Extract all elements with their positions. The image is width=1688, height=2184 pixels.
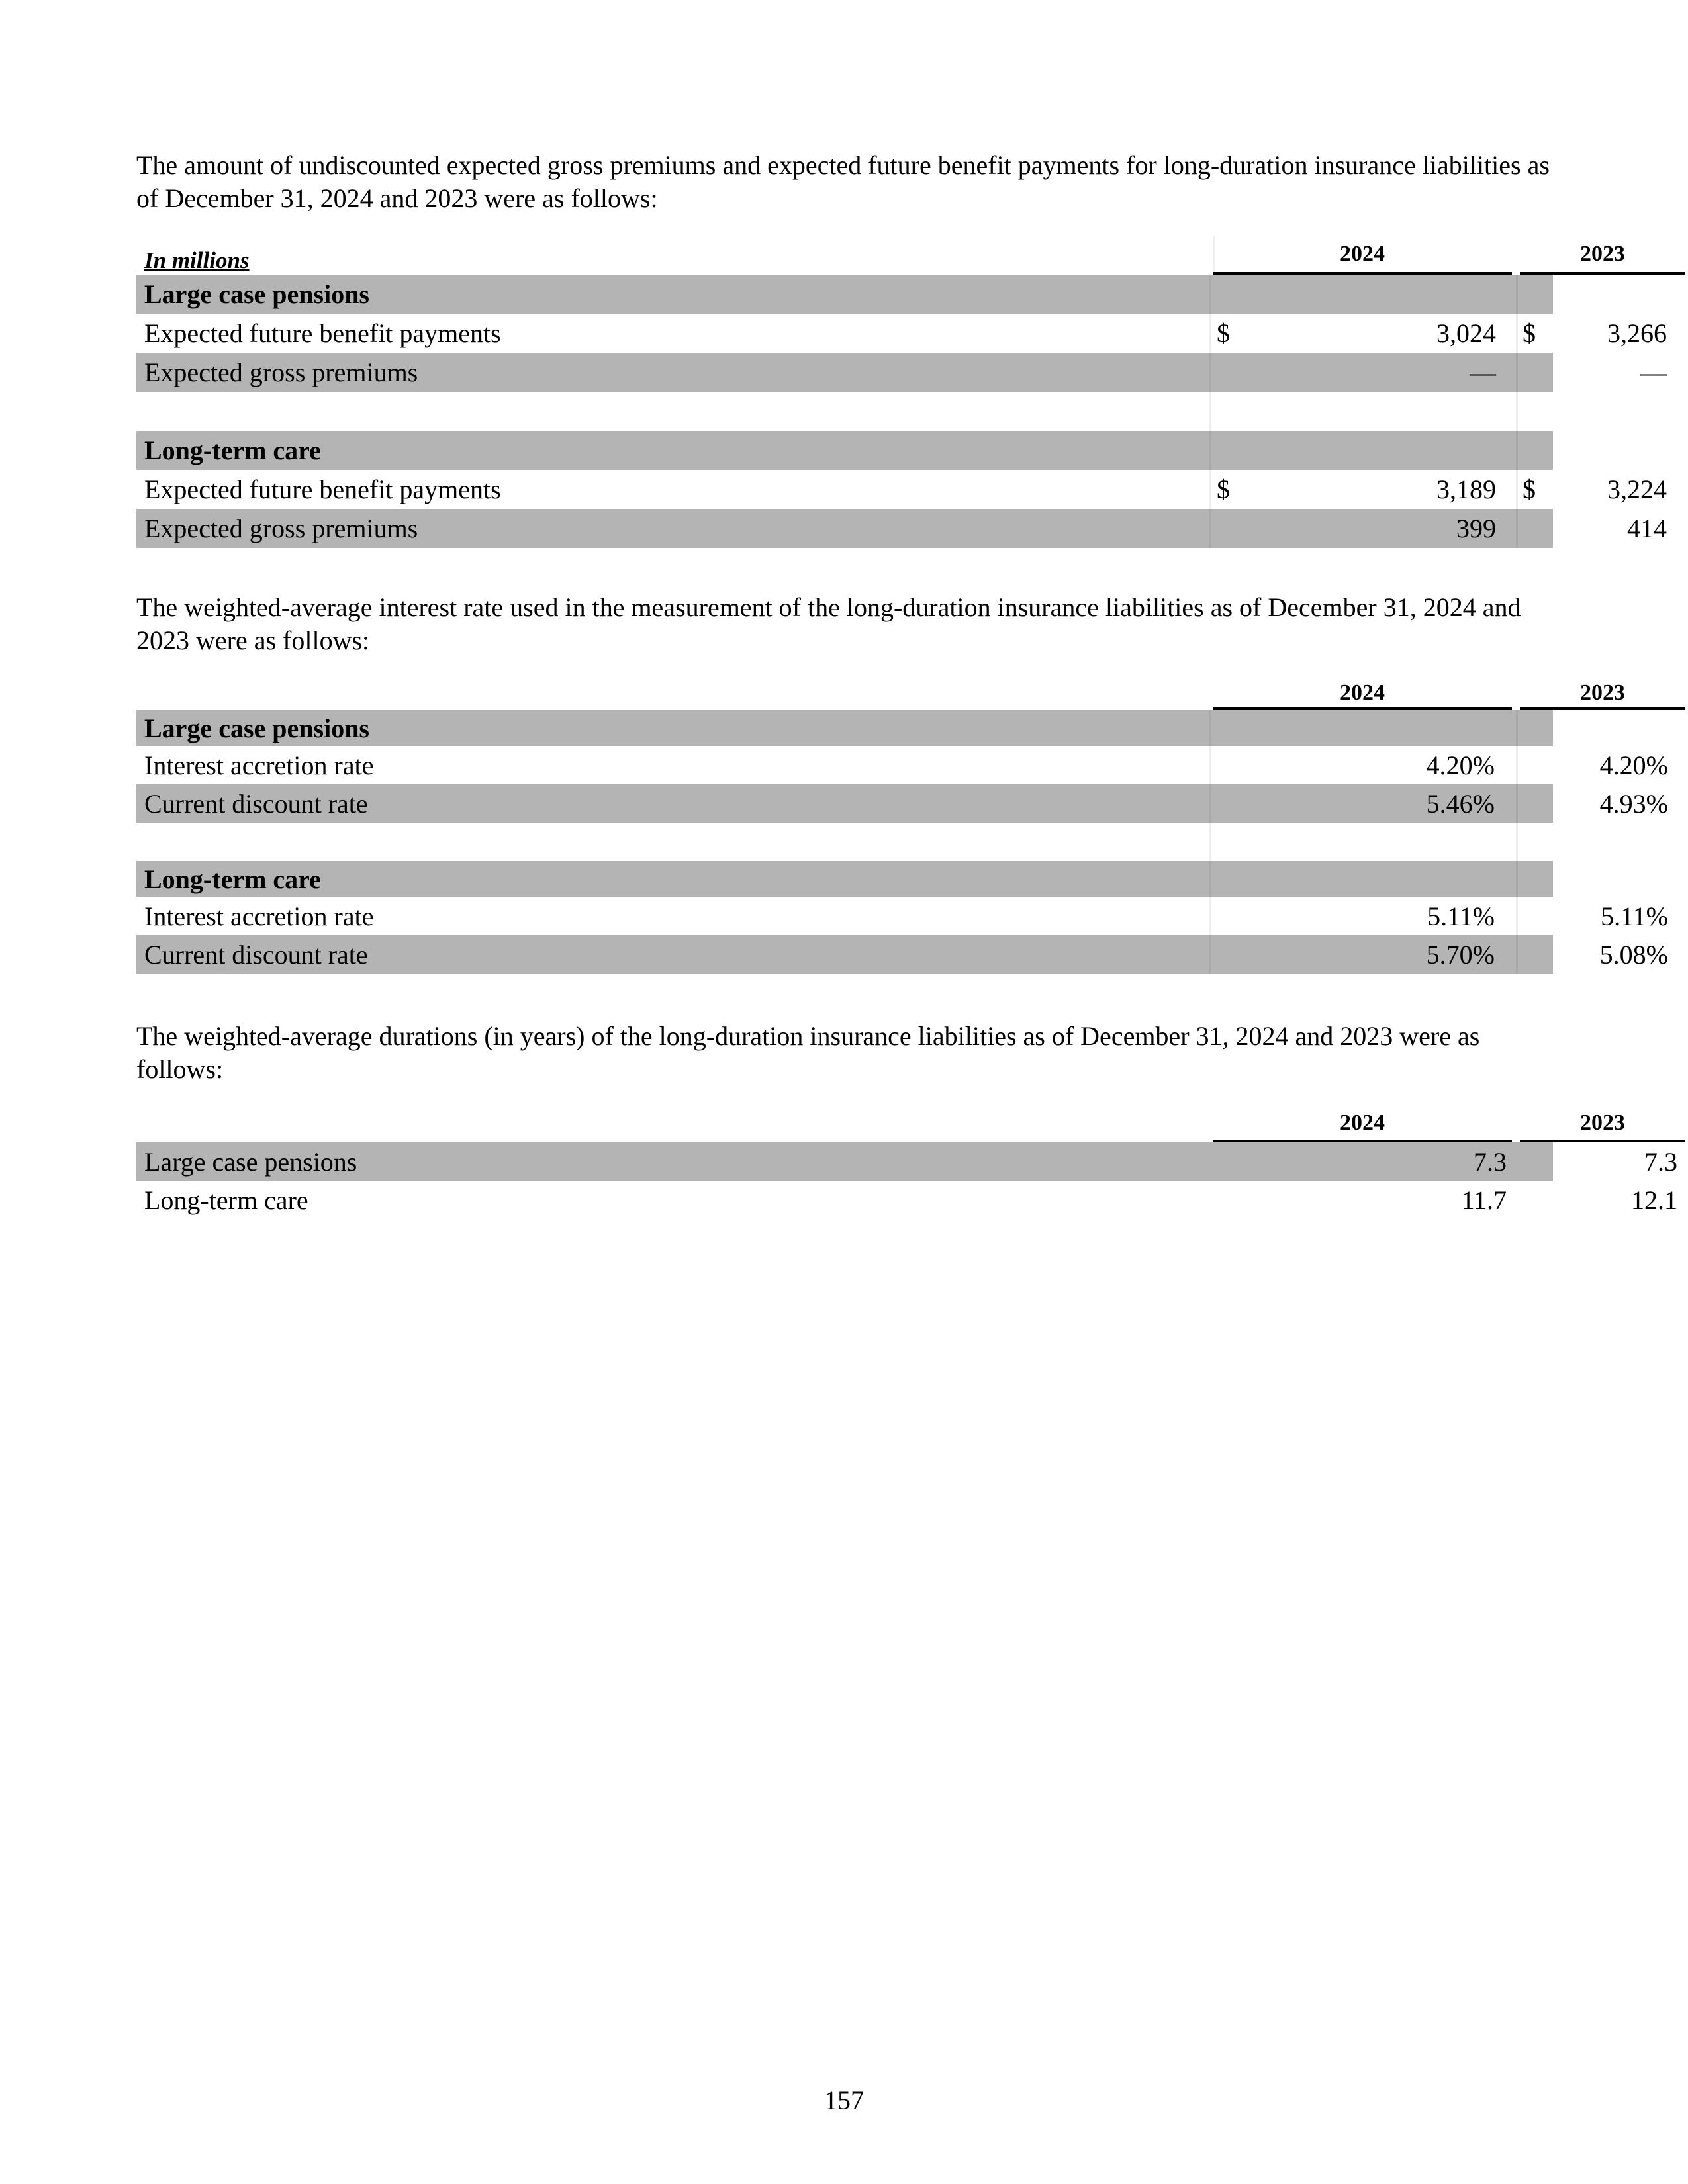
interest-rate-table bbox=[136, 678, 1668, 974]
row-label: Expected future benefit payments bbox=[144, 318, 501, 348]
value-2023: 3,266 bbox=[1607, 318, 1667, 348]
table-row bbox=[136, 470, 1667, 509]
duration-table bbox=[136, 1107, 1677, 1219]
table-row bbox=[136, 784, 1668, 823]
table-row bbox=[136, 935, 1668, 974]
section-title: Large case pensions bbox=[144, 279, 369, 309]
row-label: Interest accretion rate bbox=[144, 750, 374, 780]
currency-symbol: $ bbox=[1217, 318, 1230, 348]
row-label: Large case pensions bbox=[144, 1146, 357, 1177]
value-2024: 5.11% bbox=[1427, 901, 1495, 931]
spacer-row bbox=[136, 823, 1553, 861]
column-header-2024: 2024 bbox=[1213, 678, 1512, 710]
table-row bbox=[136, 1142, 1677, 1181]
value-2023: 4.93% bbox=[1599, 788, 1668, 819]
intro-paragraph-3: The weighted-average durations (in years) of the long-duration insurance liabilities as of December 31, 2024 and 2023 were as follows: bbox=[136, 1021, 1480, 1084]
row-label: Current discount rate bbox=[144, 788, 368, 819]
value-2024: 5.46% bbox=[1426, 788, 1495, 819]
page-number: 157 bbox=[824, 2085, 864, 2115]
table-header-row bbox=[136, 1107, 1625, 1142]
row-label: Current discount rate bbox=[144, 939, 368, 970]
section-header-row bbox=[136, 861, 1553, 897]
table-header-row bbox=[136, 678, 1625, 710]
value-2024: 5.70% bbox=[1426, 939, 1495, 970]
currency-symbol: $ bbox=[1523, 318, 1536, 348]
table-row bbox=[136, 746, 1668, 784]
section-title: Long-term care bbox=[144, 864, 321, 894]
value-2023: 4.20% bbox=[1599, 750, 1668, 780]
value-2024: 3,024 bbox=[1436, 318, 1496, 348]
column-header-2023: 2023 bbox=[1520, 236, 1685, 275]
currency-symbol: $ bbox=[1217, 475, 1230, 504]
value-2024: 3,189 bbox=[1436, 475, 1496, 504]
row-label: Interest accretion rate bbox=[144, 901, 374, 931]
row-label: Expected gross premiums bbox=[144, 357, 418, 387]
table-row bbox=[136, 1181, 1677, 1219]
value-2024: 11.7 bbox=[1461, 1185, 1507, 1215]
value-2023: 3,224 bbox=[1607, 475, 1667, 504]
section-header-row bbox=[136, 431, 1553, 470]
value-2023: 5.08% bbox=[1599, 939, 1668, 970]
table-row bbox=[136, 314, 1667, 353]
value-2024: 399 bbox=[1456, 514, 1496, 543]
table-row bbox=[136, 897, 1668, 935]
value-2023: 414 bbox=[1627, 514, 1667, 543]
value-2023: 5.11% bbox=[1601, 901, 1668, 931]
value-2024: 4.20% bbox=[1426, 750, 1495, 780]
value-2023: 12.1 bbox=[1631, 1185, 1677, 1215]
value-2024: — bbox=[1470, 357, 1496, 387]
section-header-row bbox=[136, 710, 1553, 746]
intro-paragraph-1: The amount of undiscounted expected gross premiums and expected future benefit payments for long-duration insurance liabilities as of December 31, 2024 and 2023 were as follows: bbox=[136, 150, 1550, 213]
spacer-row bbox=[136, 392, 1553, 431]
table-header-row bbox=[136, 236, 1625, 275]
section-header-row bbox=[136, 275, 1553, 314]
units-label: In millions bbox=[144, 248, 250, 273]
row-label: Expected gross premiums bbox=[144, 514, 418, 543]
value-2023: — bbox=[1640, 357, 1667, 387]
row-label: Long-term care bbox=[144, 1185, 308, 1215]
row-label: Expected future benefit payments bbox=[144, 475, 501, 504]
benefit-payments-table bbox=[136, 236, 1667, 548]
table-row bbox=[136, 509, 1667, 548]
column-header-2023: 2023 bbox=[1520, 1107, 1685, 1142]
column-header-2023: 2023 bbox=[1520, 678, 1685, 710]
currency-symbol: $ bbox=[1523, 475, 1536, 504]
section-title: Long-term care bbox=[144, 435, 321, 465]
section-title: Large case pensions bbox=[144, 713, 369, 743]
column-header-2024: 2024 bbox=[1213, 236, 1512, 275]
value-2023: 7.3 bbox=[1644, 1146, 1677, 1177]
column-header-2024: 2024 bbox=[1213, 1107, 1512, 1142]
value-2024: 7.3 bbox=[1474, 1146, 1507, 1177]
table-row bbox=[136, 353, 1667, 392]
intro-paragraph-2: The weighted-average interest rate used in the measurement of the long-duration insurance liabilities as of December 31, 2024 and 2023 were as follows: bbox=[136, 592, 1521, 655]
